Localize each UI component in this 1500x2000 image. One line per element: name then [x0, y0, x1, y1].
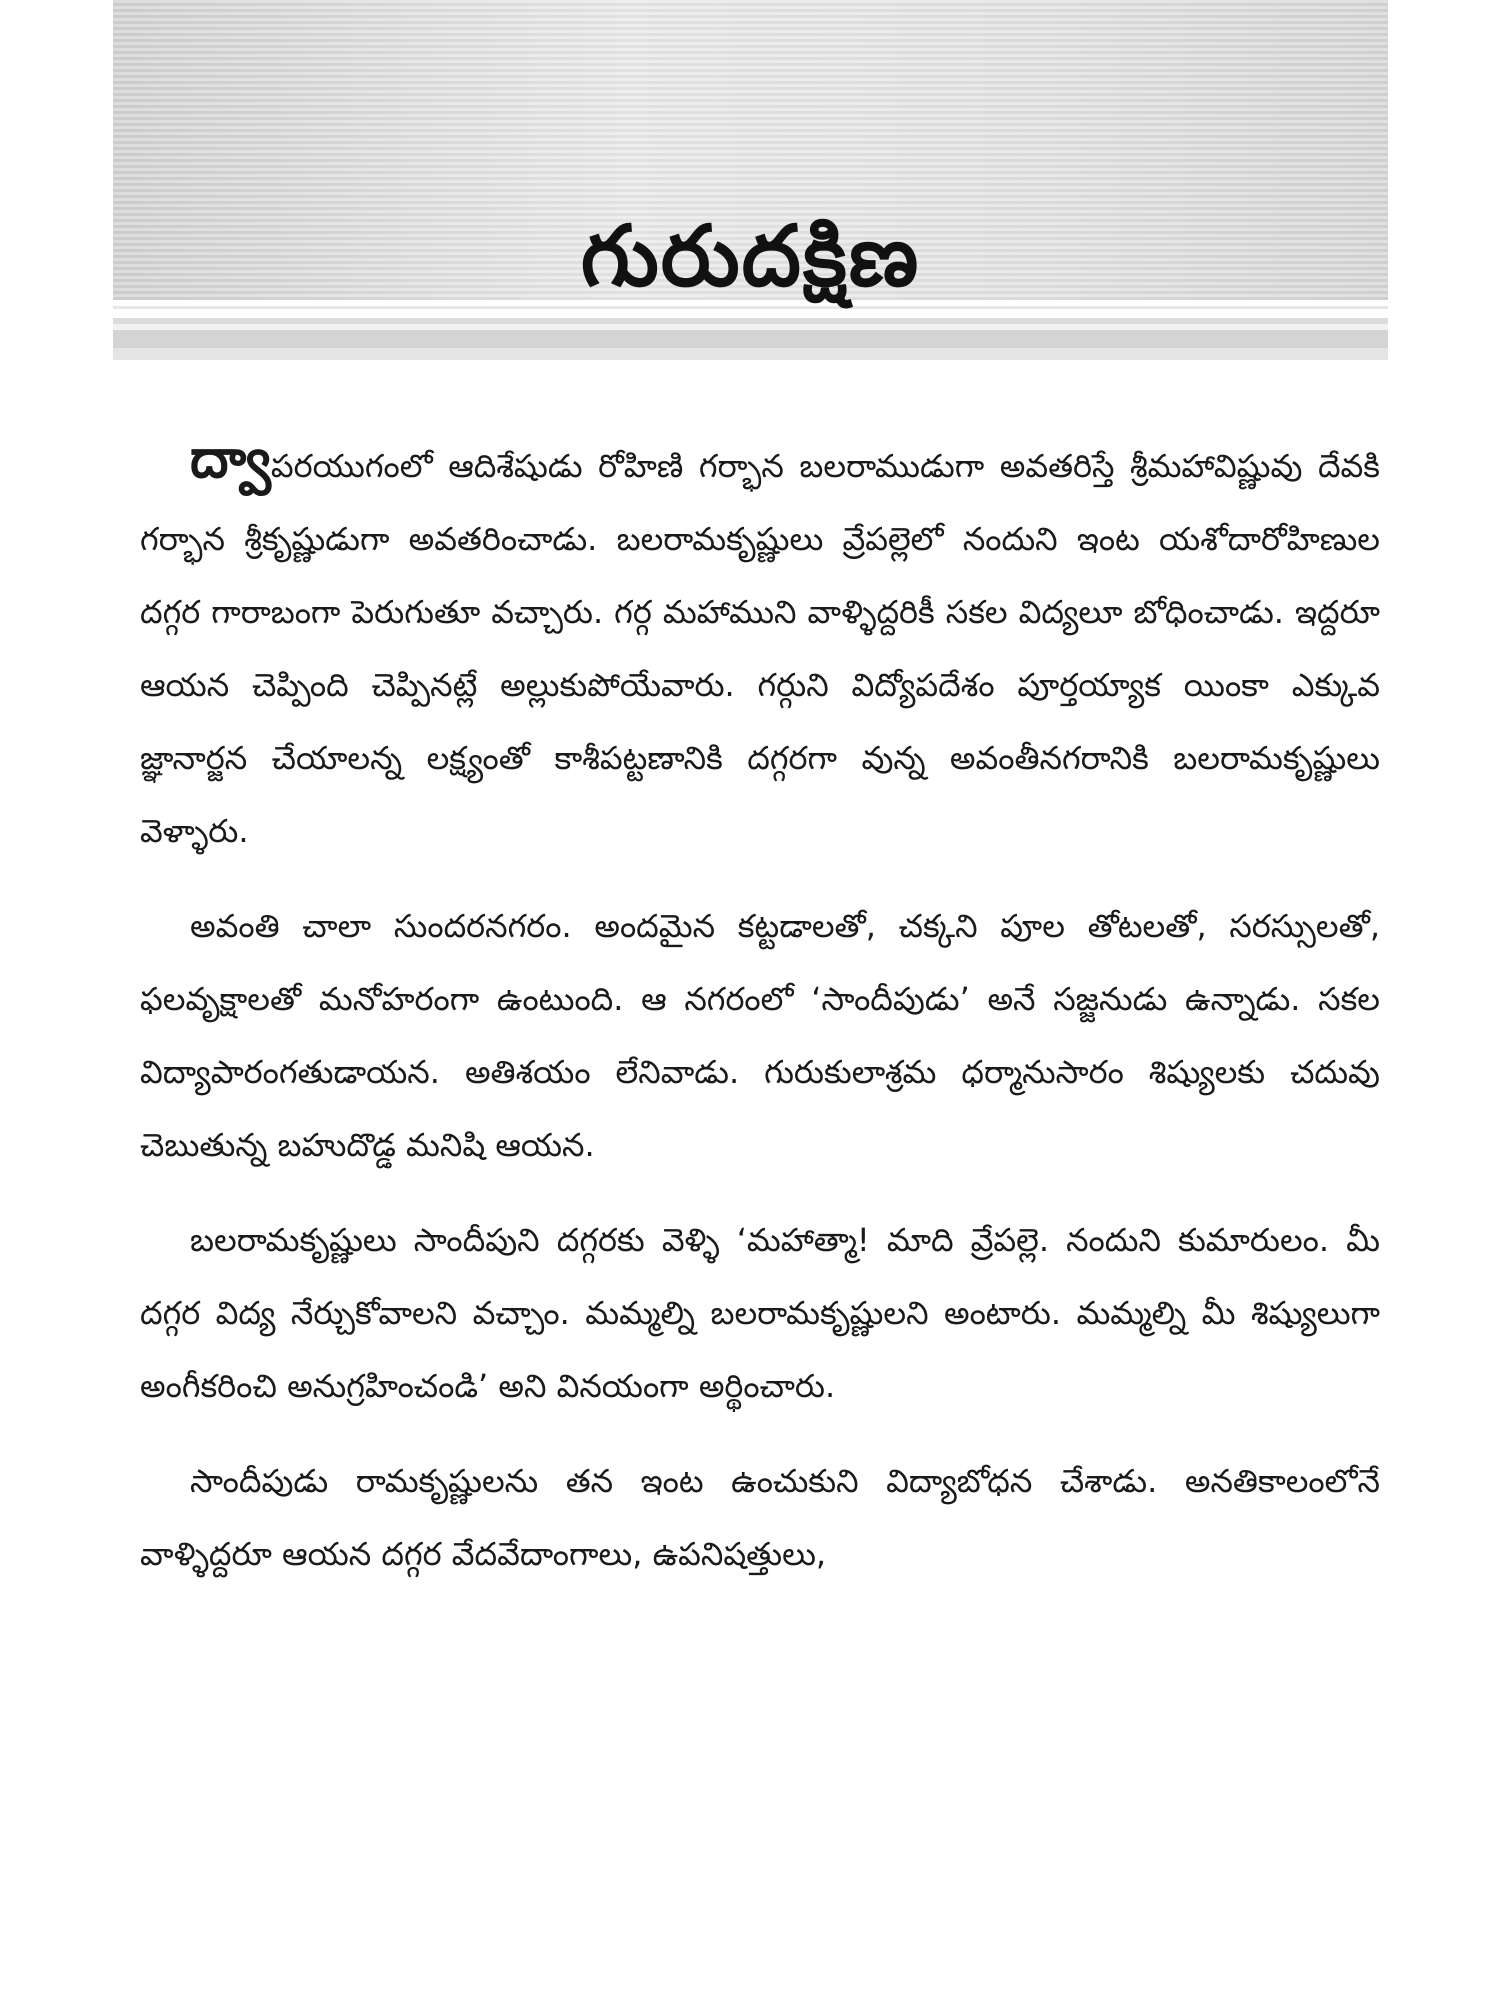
paragraph-1-text: పరయుగంలో ఆదిశేషుడు రోహిణి గర్భాన బలరాముడుగా అవతరిస్తే శ్రీమహావిష్ణువు దేవకి గర్భాన శ్రీకృష్ణుడుగా అవతరించాడు. బలరామకృష్ణులు వ్రేపల్లెలో నందుని ఇంట యశోదారోహిణుల దగ్గర గారాబంగా పెరుగుతూ వచ్చారు. గర్గ మహాముని వాళ్ళిద్దరికీ సకల విద్యలూ బోధించాడు. ఇద్దరూ ఆయన చెప్పింది చెప్పినట్లే అల్లుకుపోయేవారు. గర్గుని విద్యోపదేశం పూర్తయ్యాక యింకా ఎక్కువ జ్ఞానార్జన చేయాలన్న లక్ష్యంతో కాశీపట్టణానికి దగ్గరగా వున్న అవంతీనగరానికి బలరామకృష్ణులు వెళ్ళారు. — [140, 447, 1380, 850]
story-body — [140, 427, 1380, 1613]
drop-cap: ద్వా — [190, 427, 271, 490]
paragraph-3: బలరామకృష్ణులు సాందీపుని దగ్గరకు వెళ్ళి ‘మహాత్మా! మాది వ్రేపల్లె. నందుని కుమారులం. మీ దగ్గర విద్య నేర్చుకోవాలని వచ్చాం. మమ్మల్ని బలరామకృష్ణులని అంటారు. మమ్మల్ని మీ శిష్యులుగా అంగీకరించి అనుగ్రహించండి’ అని వినయంగా అర్థించారు. — [140, 1221, 1380, 1405]
paragraph-4: సాందీపుడు రామకృష్ణులను తన ఇంట ఉంచుకుని విద్యాబోధన చేశాడు. అనతికాలంలోనే వాళ్ళిద్దరూ ఆయన దగ్గర వేదవేదాంగాలు, ఉపనిషత్తులు, — [140, 1462, 1380, 1573]
page-title: గురుదక్షిణ — [580, 207, 921, 306]
paragraph-2: అవంతి చాలా సుందరనగరం. అందమైన కట్టడాలతో, చక్కని పూల తోటలతో, సరస్సులతో, ఫలవృక్షాలతో మనోహరంగా ఉంటుంది. ఆ నగరంలో ‘సాందీపుడు’ అనే సజ్జనుడు ఉన్నాడు. సకల విద్యాపారంగతుడాయన. అతిశయం లేనివాడు. గురుకులాశ్రమ ధర్మానుసారం శిష్యులకు చదువు చెబుతున్న బహుదొడ్డ మనిషి ఆయన. — [140, 907, 1380, 1164]
paragraph-1 — [140, 427, 1380, 868]
